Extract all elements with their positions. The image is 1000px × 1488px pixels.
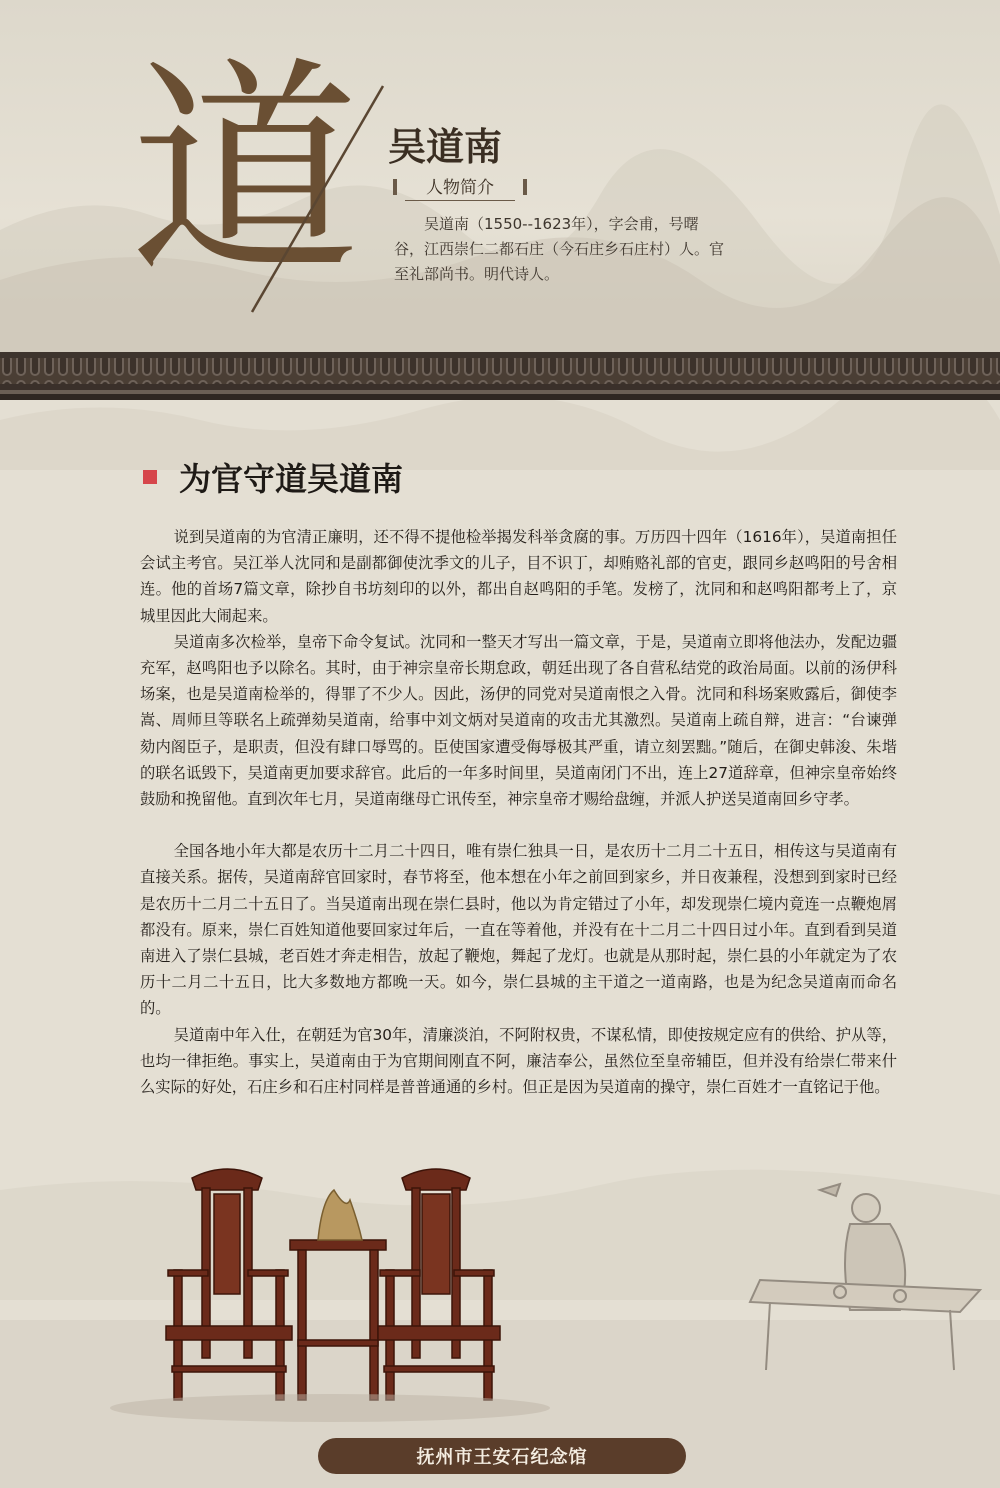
subtitle-text: 人物简介 — [405, 173, 515, 201]
left-chair-illustration — [166, 1169, 292, 1400]
footer-label: 抚州市王安石纪念馆 — [416, 1447, 588, 1468]
article-paragraph: 吴道南多次检举，皇帝下命令复试。沈同和一整天才写出一篇文章，于是，吴道南立即将他法办，发配边疆充军，赵鸣阳也予以除名。其时，由于神宗皇帝长期怠政，朝廷出现了各自营私结党的政治局面。以前的汤伊科场案，也是吴道南检举的，得罪了不少人。因此，汤伊的同党对吴道南恨之入骨。沈同和科场案败露后，御使李嵩、周师旦等联名上疏弹劾吴道南，给事中刘文炳对吴道南的攻击尤其激烈。吴道南上疏自辩，进言：“台谏弹劾内阁臣子，是职责，但没有肆口辱骂的。臣使国家遭受侮辱极其严重，请立刻罢黜。”随后，在御史韩浚、朱堦的联名诋毁下，吴道南更加要求辞官。此后的一年多时间里，吴道南闭门不出，连上27道辞章，但神宗皇帝始终鼓励和挽留他。直到次年七月，吴道南继母亡讯传至，神宗皇帝才赐给盘缠，并派人护送吴道南回乡守孝。 — [140, 632, 897, 809]
big-dao-character: 道 — [130, 39, 351, 306]
article-body — [140, 524, 897, 1100]
subtitle-right-bar — [523, 179, 527, 195]
section-marker-square — [143, 470, 157, 484]
subtitle-box — [393, 173, 527, 201]
furniture-scene-illustration — [0, 1140, 1000, 1440]
roof-eave-decoration — [0, 352, 1000, 400]
scholar-figure-illustration — [750, 1184, 980, 1370]
right-chair-illustration — [378, 1169, 500, 1400]
intro-text: 吴道南（1550--1623年），字会甫，号曙谷，江西崇仁二都石庄（今石庄乡石庄村）人。官至礼部尚书。明代诗人。 — [394, 215, 725, 283]
article-paragraph: 说到吴道南的为官清正廉明，还不得不提他检举揭发科举贪腐的事。万历四十四年（1616年），吴道南担任会试主考官。吴江举人沈同和是副都御使沈季文的儿子，目不识丁，却贿赂礼部的官吏，跟同乡赵鸣阳的号舍相连。他的首场7篇文章，除抄自书坊刻印的以外，都出自赵鸣阳的手笔。发榜了，沈同和和赵鸣阳都考上了，京城里因此大闹起来。 — [140, 528, 897, 625]
section-title: 为官守道吴道南 — [179, 460, 404, 498]
article-paragraph: 全国各地小年大都是农历十二月二十四日，唯有崇仁独具一日，是农历十二月二十五日，相传这与吴道南有直接关系。据传，吴道南辞官回家时，春节将至，他本想在小年之前回到家乡，并日夜兼程，没想到到家时已经是农历十二月二十五日了。当吴道南出现在崇仁县时，他以为肯定错过了小年，却发现崇仁境内竟连一点鞭炮屑都没有。原来，崇仁百姓知道他要回家过年后，一直在等着他，并没有在十二月二十四日过小年。直到看到吴道南进入了崇仁县城，老百姓才奔走相告，放起了鞭炮，舞起了龙灯。也就是从那时起，崇仁县的小年就定为了农历十二月二十五日，比大多数地方都晚一天。如今，崇仁县城的主干道之一道南路，也是为纪念吴道南而命名的。 — [140, 842, 897, 1018]
person-name: 吴道南 — [388, 124, 503, 169]
section-header — [143, 455, 403, 499]
subtitle-left-bar — [393, 179, 397, 195]
floor-shadow — [110, 1394, 550, 1422]
article-paragraph: 吴道南中年入仕，在朝廷为官30年，清廉淡泊，不阿附权贵，不谋私情，即使按规定应有的供给、护从等，也均一律拒绝。事实上，吴道南由于为官期间刚直不阿，廉洁奉公，虽然位至皇帝辅臣，但并没有给崇仁带来什么实际的好处，石庄乡和石庄村同样是普普通通的乡村。但正是因为吴道南的操守，崇仁百姓才一直铭记于他。 — [140, 1025, 897, 1097]
footer-label-bar — [318, 1438, 686, 1474]
side-table-illustration — [290, 1190, 386, 1400]
